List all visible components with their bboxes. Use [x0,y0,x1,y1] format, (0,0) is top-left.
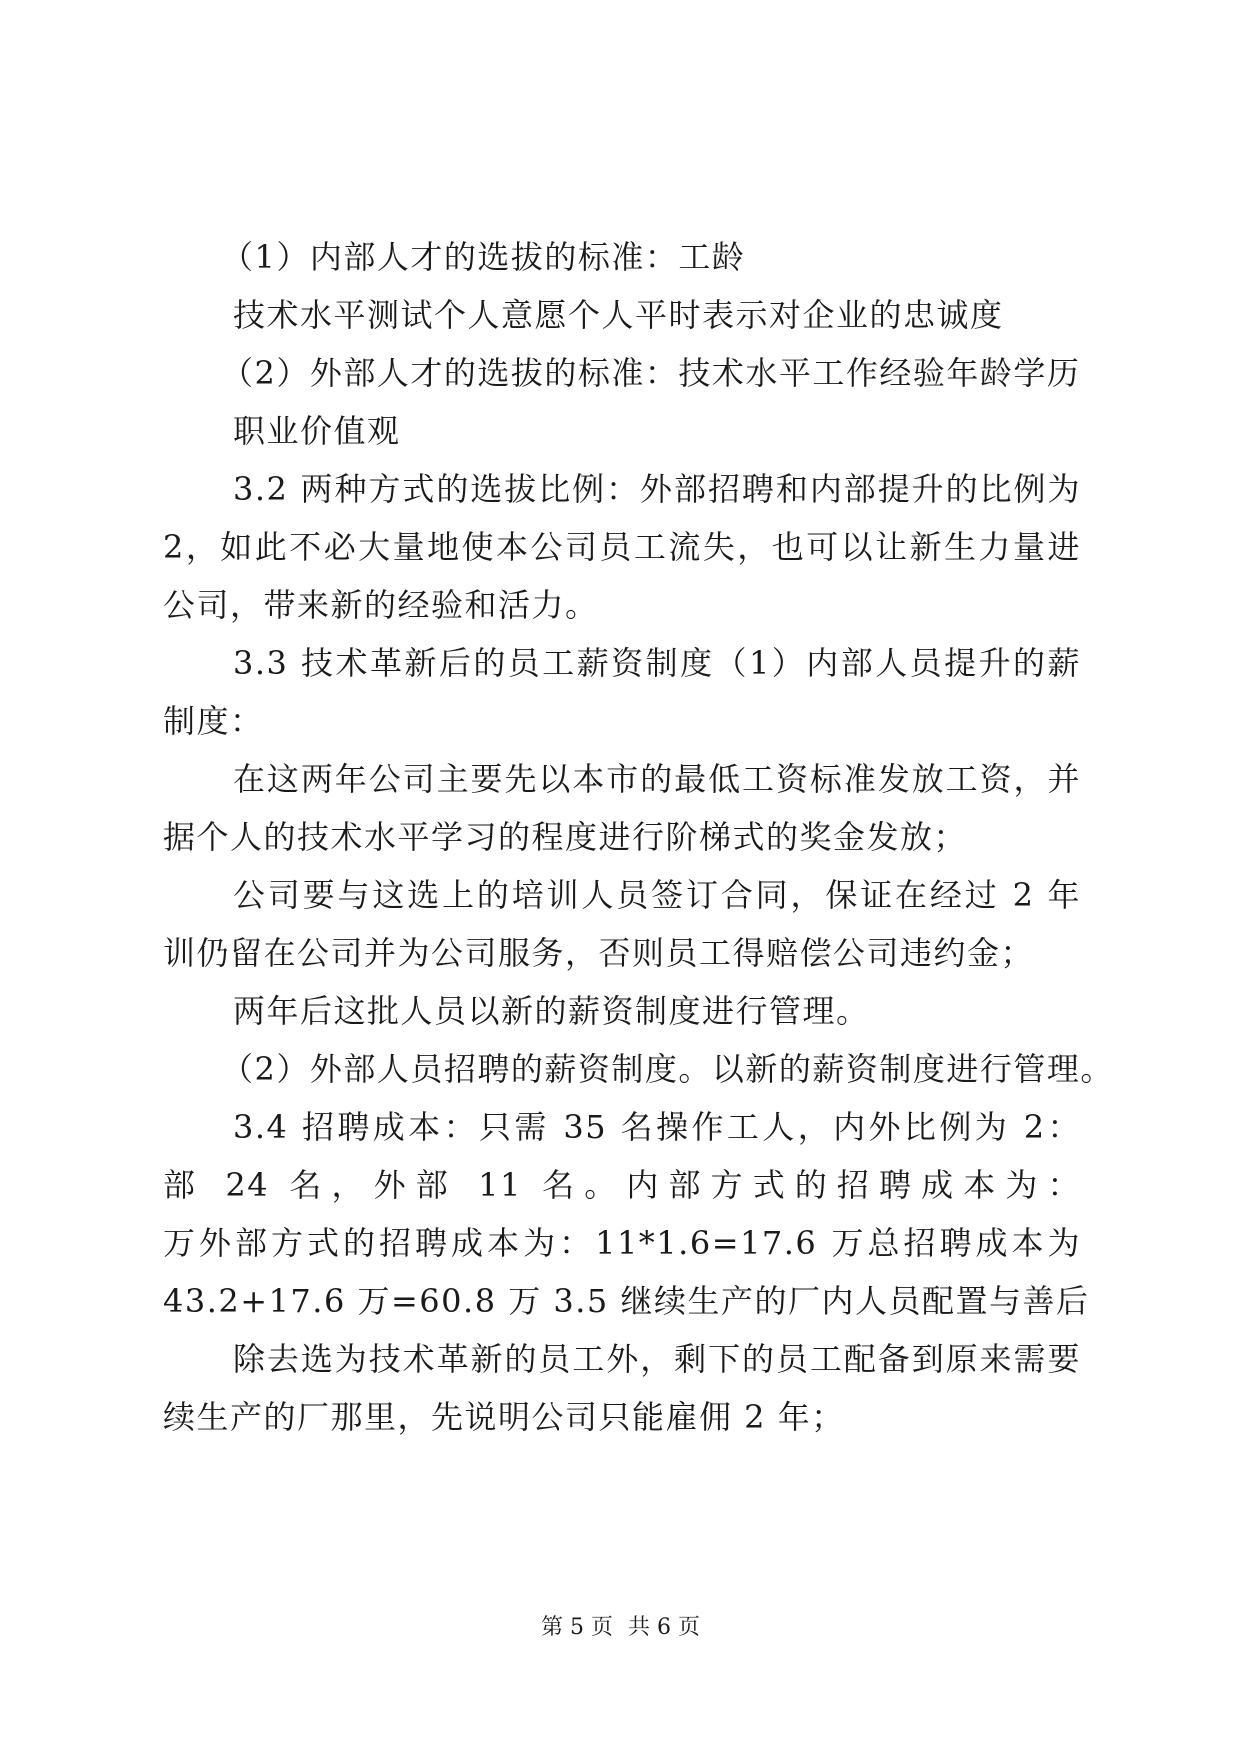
paragraph-line: 公司，带来新的经验和活力。 [163,586,599,624]
paragraph-line: 43.2+17.6 万=60.8 万 3.5 继续生产的厂内人员配置与善后 [163,1282,1090,1320]
paragraph-line: 职业价值观 [233,412,401,450]
paragraph-line: 制度： [163,702,264,740]
paragraph-line: （1）内部人才的选拔的标准：工龄 [221,238,746,276]
paragraph-line: 3.3 技术革新后的员工薪资制度（1）内部人员提升的薪 [233,644,1081,682]
paragraph-line: 续生产的厂那里，先说明公司只能雇佣 2 年； [163,1398,845,1436]
paragraph-line: 3.2 两种方式的选拔比例：外部招聘和内部提升的比例为 [233,470,1081,508]
paragraph-line: （2）外部人才的选拔的标准：技术水平工作经验年龄学历 [221,354,1081,392]
paragraph-line: 除去选为技术革新的员工外，剩下的员工配备到原来需要 [233,1340,1081,1378]
page-footer [0,1610,1241,1641]
paragraph-line: 据个人的技术水平学习的程度进行阶梯式的奖金发放； [163,818,968,856]
paragraph-line: 技术水平测试个人意愿个人平时表示对企业的忠诚度 [233,296,1004,334]
page-number: 第 5 页 [541,1615,613,1640]
document-body [163,228,1114,1446]
paragraph-line: 2，如此不必大量地使本公司员工流失，也可以让新生力量进 [163,528,1081,566]
paragraph-line: 公司要与这选上的培训人员签订合同，保证在经过 2 年 [233,876,1081,914]
paragraph-line: 两年后这批人员以新的薪资制度进行管理。 [233,992,870,1030]
paragraph-line: 3.4 招聘成本：只需 35 名操作工人，内外比例为 2： [233,1108,1081,1146]
paragraph-line: 训仍留在公司并为公司服务，否则员工得赔偿公司违约金； [163,934,1035,972]
paragraph-line: 部 24 名，外部 11 名。内部方式的招聘成本为： [163,1166,1081,1204]
paragraph-line: 在这两年公司主要先以本市的最低工资标准发放工资，并 [233,760,1081,798]
paragraph-line: 万外部方式的招聘成本为：11*1.6=17.6 万总招聘成本为 [163,1224,1081,1262]
page-total: 共 6 页 [628,1615,700,1640]
paragraph-line: （2）外部人员招聘的薪资制度。以新的薪资制度进行管理。 [221,1050,1114,1088]
